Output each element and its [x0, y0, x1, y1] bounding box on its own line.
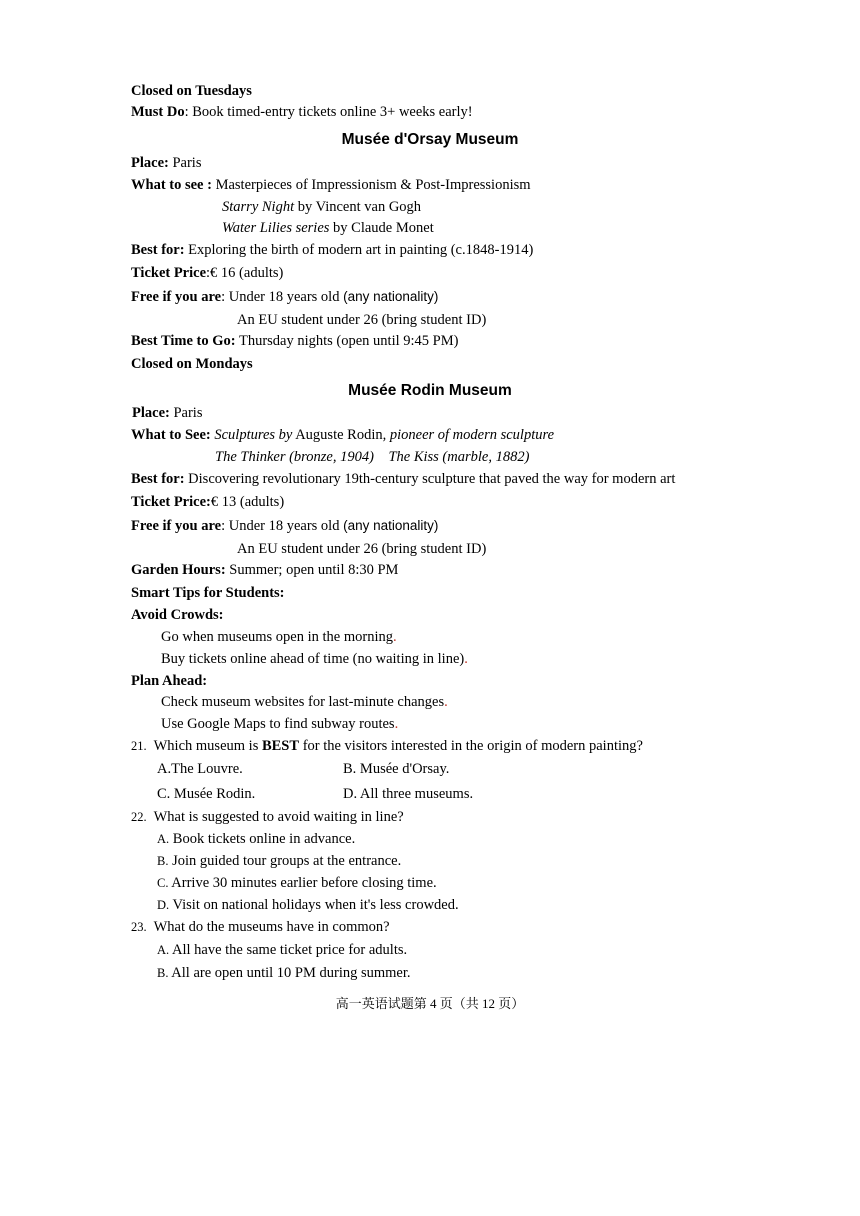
rodin-best-for [131, 470, 675, 488]
q22-option-b [157, 852, 401, 870]
orsay-ticket-price [131, 264, 283, 282]
tip-dot: . [392, 629, 397, 645]
tip-dot: . [394, 716, 399, 732]
option-letter: B. [157, 966, 169, 980]
tip-crowds-1 [161, 628, 397, 646]
question-22 [131, 808, 404, 826]
orsay-what-to-see [131, 176, 531, 194]
question-23 [131, 918, 390, 936]
rodin-title: Musée Rodin Museum [348, 382, 512, 399]
see-value: Masterpieces of Impressionism & Post-Impressionism [211, 177, 531, 193]
orsay-place [131, 154, 201, 172]
question-21 [131, 737, 643, 755]
option-text: Book tickets online in advance. [172, 831, 356, 847]
page-footer: 高一英语试题第 4 页（共 12 页） [335, 996, 525, 1011]
option-text: Join guided tour groups at the entrance. [172, 853, 402, 869]
option-letter: A. [157, 832, 170, 846]
see-text-c: , pioneer of modern sculpture [382, 427, 555, 443]
q22-option-d [157, 896, 459, 914]
place-value: Paris [168, 155, 202, 171]
best-label: Best for: [131, 471, 185, 487]
orsay-title: Musée d'Orsay Museum [341, 131, 519, 148]
free-label: Free if you are [131, 518, 222, 534]
avoid-crowds-label: Avoid Crowds: [131, 607, 224, 623]
rodin-ticket-price [131, 493, 284, 511]
tip-dot: . [464, 651, 468, 667]
question-number: 22. [131, 810, 147, 824]
rodin-free-2: An EU student under 26 (bring student ID) [237, 541, 487, 557]
rodin-what-to-see [131, 426, 554, 444]
louvre-closed-day: Closed on Tuesdays [131, 83, 252, 99]
rodin-free-1 [131, 517, 438, 535]
option-letter: A. [157, 943, 170, 957]
see-text-a: Sculptures by [210, 427, 293, 443]
orsay-work-1 [222, 198, 421, 216]
best-label: Best for: [131, 242, 185, 258]
work-artist: by Vincent van Gogh [294, 199, 422, 215]
question-text: What is suggested to avoid waiting in line? [153, 809, 404, 825]
price-value: € 13 (adults) [210, 494, 285, 510]
tip-text: Check museum websites for last-minute changes [161, 694, 445, 710]
option-text: Arrive 30 minutes earlier before closing time. [171, 875, 437, 891]
time-value: Thursday nights (open until 9:45 PM) [235, 333, 459, 349]
orsay-free-1 [131, 288, 438, 306]
louvre-must-do [131, 103, 473, 121]
q21-option-a: A.The Louvre. [157, 761, 243, 777]
must-do-text: : Book timed-entry tickets online 3+ weeks early! [184, 104, 473, 120]
option-text: All are open until 10 PM during summer. [171, 965, 411, 981]
q22-option-a [157, 830, 355, 848]
price-value: :€ 16 (adults) [206, 265, 284, 281]
orsay-free-2: An EU student under 26 (bring student ID) [237, 312, 487, 328]
orsay-best-time [131, 332, 458, 350]
orsay-best-for [131, 241, 533, 259]
q21-option-d: D. All three museums. [343, 786, 474, 802]
tip-text: Use Google Maps to find subway routes [161, 716, 395, 732]
place-label: Place: [132, 405, 170, 421]
option-letter: C. [157, 876, 169, 890]
free-value: : Under 18 years old [221, 518, 344, 534]
time-label: Best Time to Go: [131, 333, 236, 349]
free-note: (any nationality) [343, 289, 439, 304]
q23-option-a [157, 941, 407, 959]
option-letter: B. [157, 854, 169, 868]
option-text: Visit on national holidays when it's less crowded. [172, 897, 459, 913]
question-number: 23. [131, 920, 147, 934]
tip-plan-1 [161, 693, 448, 711]
question-text: What do the museums have in common? [153, 919, 390, 935]
see-text-b: Auguste Rodin [292, 427, 383, 443]
plan-ahead-label: Plan Ahead: [131, 673, 208, 689]
price-label: Ticket Price [131, 265, 207, 281]
option-text: All have the same ticket price for adults. [171, 942, 408, 958]
best-value: Discovering revolutionary 19th-century sculpture that paved the way for modern art [184, 471, 676, 487]
place-value: Paris [169, 405, 203, 421]
question-text-a: Which museum is [153, 738, 262, 754]
rodin-garden-hours [131, 561, 398, 579]
place-label: Place: [131, 155, 169, 171]
orsay-closed-day: Closed on Mondays [131, 356, 253, 372]
tips-title: Smart Tips for Students: [131, 585, 285, 601]
free-note: (any nationality) [343, 518, 439, 533]
see-label: What to See: [131, 427, 211, 443]
see-label: What to see : [131, 177, 212, 193]
must-do-label: Must Do [131, 104, 185, 120]
best-value: Exploring the birth of modern art in painting (c.1848-1914) [184, 242, 534, 258]
tip-crowds-2 [161, 650, 468, 668]
question-number: 21. [131, 739, 147, 753]
rodin-place [132, 404, 202, 422]
tip-dot: . [444, 694, 448, 710]
option-letter: D. [157, 898, 170, 912]
q23-option-b [157, 964, 411, 982]
free-label: Free if you are [131, 289, 222, 305]
q22-option-c [157, 874, 437, 892]
question-text-c: for the visitors interested in the origin of modern painting? [299, 738, 643, 754]
tip-text: Buy tickets online ahead of time (no waiting in line) [161, 651, 465, 667]
free-value: : Under 18 years old [221, 289, 344, 305]
question-text-emphasis: BEST [261, 738, 300, 754]
tip-text: Go when museums open in the morning [161, 629, 393, 645]
price-label: Ticket Price: [131, 494, 211, 510]
q21-option-c: C. Musée Rodin. [157, 786, 256, 802]
rodin-works: The Thinker (bronze, 1904) The Kiss (marble, 1882) [215, 449, 530, 465]
orsay-work-2 [222, 219, 434, 237]
garden-value: Summer; open until 8:30 PM [225, 562, 399, 578]
work-title: Starry Night [222, 199, 295, 215]
work-title: Water Lilies series [222, 220, 330, 236]
q21-option-b: B. Musée d'Orsay. [343, 761, 450, 777]
work-artist: by Claude Monet [329, 220, 434, 236]
garden-label: Garden Hours: [131, 562, 226, 578]
tip-plan-2 [161, 715, 398, 733]
